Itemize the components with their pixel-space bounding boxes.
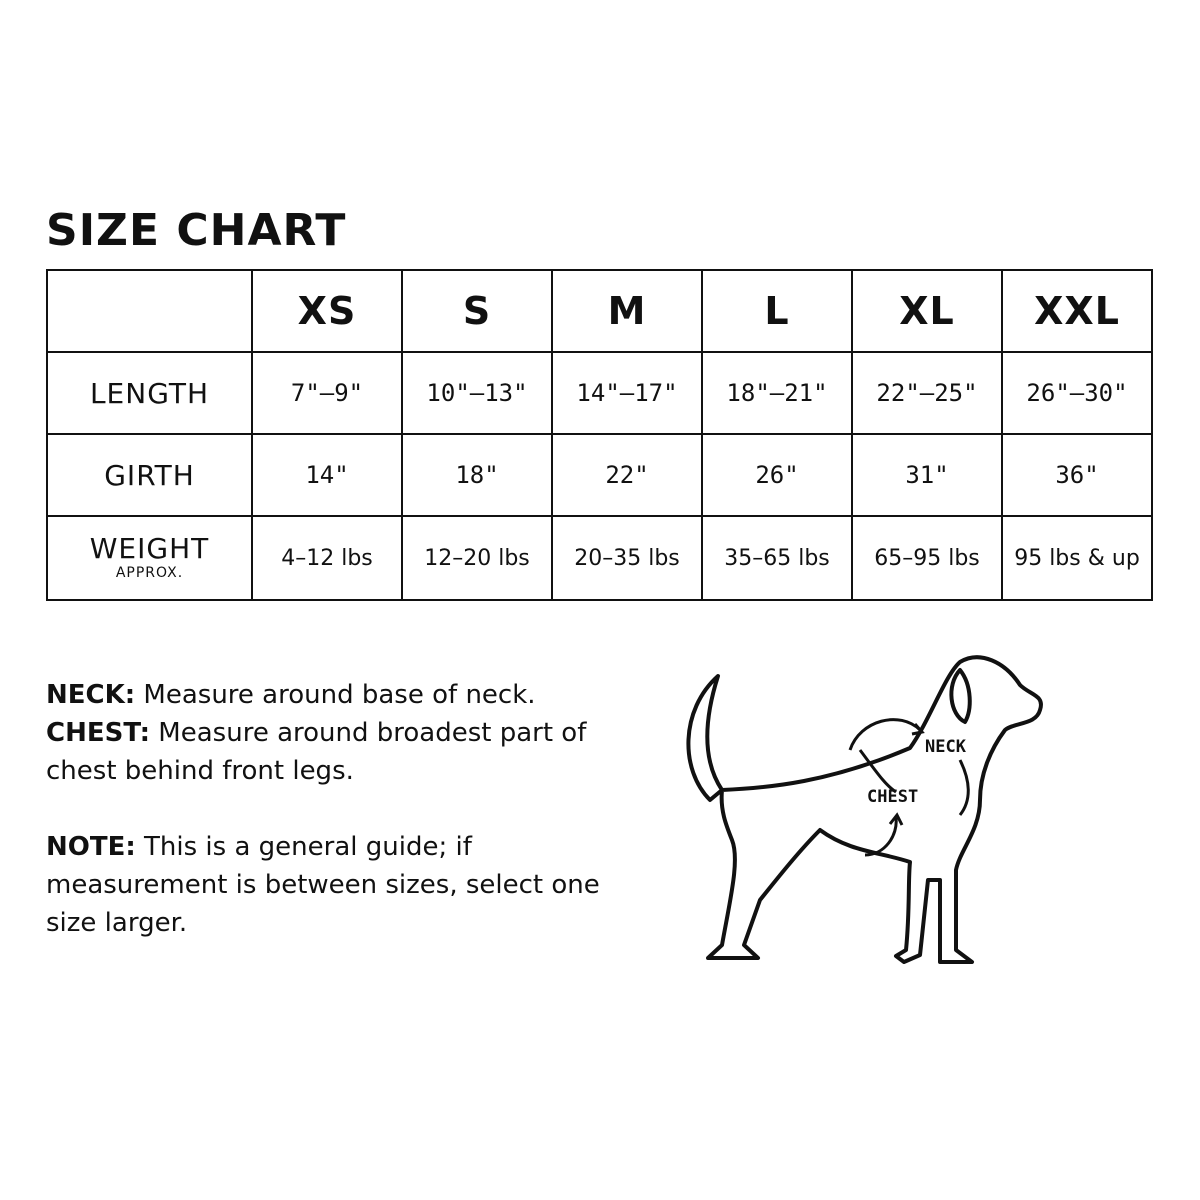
table-header-row	[47, 270, 1152, 352]
notes-spacer	[46, 790, 646, 828]
chest-note	[46, 714, 646, 790]
table-cell: 35–65 lbs	[702, 516, 852, 600]
header-size-s: S	[402, 270, 552, 352]
neck-note	[46, 676, 646, 714]
page-title: SIZE CHART	[46, 205, 347, 256]
general-note-text: This is a general guide; if measurement is between sizes, select one size larger.	[46, 832, 600, 938]
dog-outline-icon	[688, 657, 1041, 962]
row-label-weight	[47, 516, 252, 600]
row-label-girth: GIRTH	[47, 434, 252, 516]
dog-measurement-diagram	[660, 640, 1080, 980]
table-cell: 10"–13"	[402, 352, 552, 434]
table-cell: 36"	[1002, 434, 1152, 516]
table-cell: 18"–21"	[702, 352, 852, 434]
table-cell: 12–20 lbs	[402, 516, 552, 600]
table-cell: 22"–25"	[852, 352, 1002, 434]
header-size-xs: XS	[252, 270, 402, 352]
header-size-xxl: XXL	[1002, 270, 1152, 352]
table-cell: 95 lbs & up	[1002, 516, 1152, 600]
row-label-length: LENGTH	[47, 352, 252, 434]
chest-note-text: Measure around broadest part of chest behind front legs.	[46, 718, 587, 786]
chest-note-label: CHEST:	[46, 718, 151, 748]
general-note	[46, 828, 646, 942]
neck-diagram-label: NECK	[925, 737, 966, 757]
header-size-xl: XL	[852, 270, 1002, 352]
table-cell: 14"	[252, 434, 402, 516]
header-size-m: M	[552, 270, 702, 352]
table-cell: 7"–9"	[252, 352, 402, 434]
measurement-notes	[46, 676, 646, 942]
table-cell: 26"	[702, 434, 852, 516]
header-size-l: L	[702, 270, 852, 352]
table-cell: 4–12 lbs	[252, 516, 402, 600]
table-cell: 18"	[402, 434, 552, 516]
neck-note-text: Measure around base of neck.	[135, 680, 536, 710]
table-cell: 65–95 lbs	[852, 516, 1002, 600]
size-table	[46, 269, 1153, 601]
row-label-weight-sub: APPROX.	[115, 565, 184, 581]
neck-note-label: NECK:	[46, 680, 136, 710]
table-row-weight	[47, 516, 1152, 600]
header-corner-cell	[47, 270, 252, 352]
chest-diagram-label: CHEST	[867, 787, 919, 807]
row-label-weight-main: WEIGHT	[89, 532, 210, 565]
general-note-label: NOTE:	[46, 832, 136, 862]
table-cell: 31"	[852, 434, 1002, 516]
table-cell: 14"–17"	[552, 352, 702, 434]
table-cell: 20–35 lbs	[552, 516, 702, 600]
table-row-girth	[47, 434, 1152, 516]
table-cell: 26"–30"	[1002, 352, 1152, 434]
table-row-length	[47, 352, 1152, 434]
table-cell: 22"	[552, 434, 702, 516]
